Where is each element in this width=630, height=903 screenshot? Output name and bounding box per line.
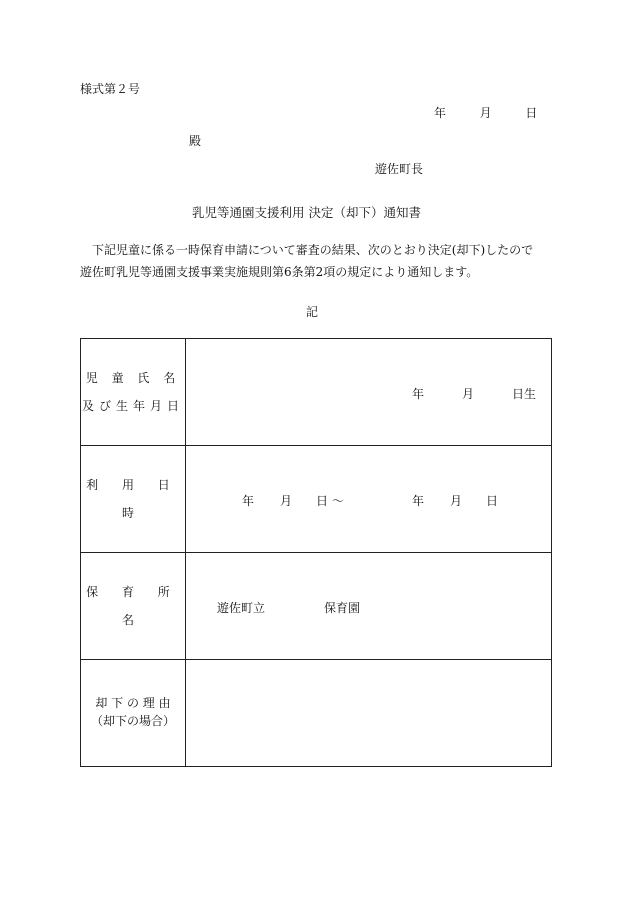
value-child-name[interactable] — [186, 339, 552, 446]
value-usage-date[interactable] — [186, 446, 552, 553]
label-usage-date — [81, 446, 186, 553]
body-line-2: 遊佐町乳児等通園支援事業実施規則第6条第2項の規定により通知します。 — [80, 265, 479, 279]
body-line-1: 下記児童に係る一時保育申請について審査の結果、次のとおり決定(却下)したので — [80, 243, 534, 257]
table-row-usage — [81, 446, 552, 553]
label-rejection-reason-line2: （却下の場合） — [90, 714, 175, 728]
birth-month: 月 — [462, 387, 475, 401]
usage-day-end: 日 — [486, 494, 499, 508]
label-child-name — [81, 339, 186, 446]
usage-month-start: 月 — [280, 494, 293, 508]
document-title: 乳児等通園支援利用 決定（却下）通知書 — [192, 205, 421, 220]
label-nursery-name — [81, 553, 186, 660]
date-month: 月 — [479, 106, 492, 120]
nursery-prefix: 遊佐町立 — [217, 601, 266, 615]
nursery-suffix: 保育園 — [324, 601, 361, 615]
value-rejection-reason[interactable] — [186, 660, 552, 767]
value-nursery-name[interactable] — [186, 553, 552, 660]
label-child-name-line2: 及び生年月日 — [81, 399, 184, 413]
date-year: 年 — [434, 106, 447, 120]
label-nursery-name-text: 保 育 所 名 — [86, 585, 180, 627]
date-day: 日 — [525, 106, 538, 120]
issuer: 遊佐町長 — [375, 162, 424, 176]
table-row-nursery — [81, 553, 552, 660]
label-child-name-line1: 児 童 氏 名 — [85, 371, 181, 385]
birth-year: 年 — [412, 387, 425, 401]
usage-year-end: 年 — [412, 494, 425, 508]
label-usage-date-text: 利 用 日 時 — [86, 478, 180, 520]
label-rejection-reason — [81, 660, 186, 767]
usage-day-start: 日 ～ — [316, 494, 344, 508]
birth-day: 日生 — [512, 387, 537, 401]
addressee-suffix: 殿 — [189, 134, 202, 148]
form-number: 様式第２号 — [80, 82, 141, 96]
body-text — [80, 239, 550, 283]
table-row-reason — [81, 660, 552, 767]
usage-month-end: 月 — [450, 494, 463, 508]
label-rejection-reason-line1: 却 下 の 理 由 — [95, 696, 171, 710]
date-line — [434, 104, 537, 121]
table-row-child — [81, 339, 552, 446]
info-table — [80, 338, 552, 767]
usage-year-start: 年 — [242, 494, 255, 508]
ki-mark: 記 — [306, 305, 319, 319]
